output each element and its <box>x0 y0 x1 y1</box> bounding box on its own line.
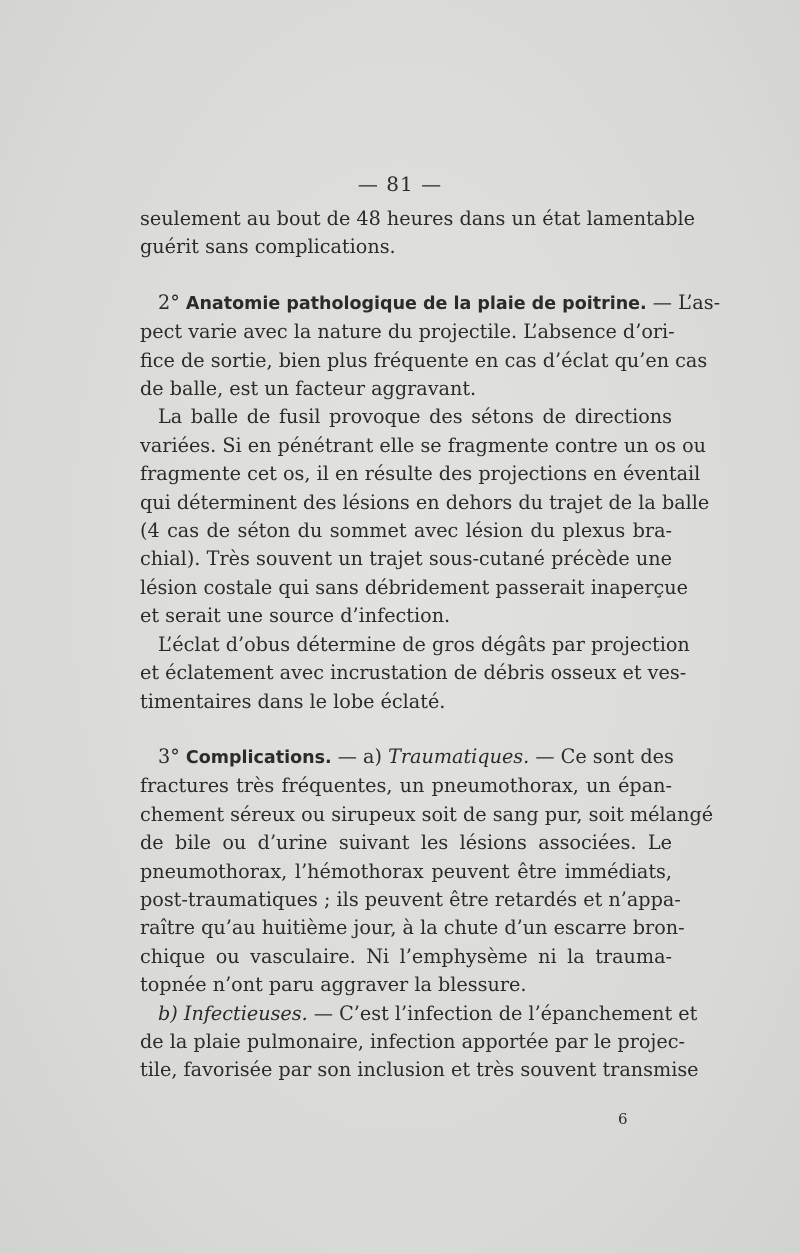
text-line: raître qu’au huitième jour, à la chute d’un escarre bron- <box>140 916 685 940</box>
text-line: fragmente cet os, il en résulte des projections en éventail <box>140 462 701 486</box>
italic-term: Infectieuses. <box>183 1001 308 1025</box>
text-line: pneumothorax, l’hémothorax peuvent être immédiats, <box>140 859 672 883</box>
text-fragment: — L’as- <box>646 290 721 314</box>
signature-mark: 6 <box>618 1110 628 1128</box>
page-number: — 81 — <box>357 172 443 196</box>
section-number: 3° <box>158 744 180 768</box>
text-line: post-traumatiques ; ils peuvent être retardés et n’appa- <box>140 887 681 911</box>
text-line: lésion costale qui sans débridement passerait inaperçue <box>140 575 688 599</box>
text-line: pect varie avec la nature du projectile. L’absence d’ori- <box>140 320 675 344</box>
text-line: fractures très fréquentes, un pneumothorax, un épan- <box>140 774 672 798</box>
text-fragment: — C’est l’infection de l’épanchement et <box>307 1001 698 1025</box>
text-line: chement séreux ou sirupeux soit de sang pur, soit mélangé <box>140 802 714 826</box>
text-line: (4 cas de séton du sommet avec lésion du plexus bra- <box>140 519 672 543</box>
section-number: 2° <box>158 290 180 314</box>
text-fragment: — Ce sont des <box>529 744 674 768</box>
section-heading-line <box>140 743 672 772</box>
text-line: chial). Très souvent un trajet sous-cutané précède une <box>140 547 672 571</box>
section-heading-line <box>140 289 721 318</box>
section-heading: Anatomie pathologique de la plaie de poitrine. <box>185 293 647 314</box>
text-line: de balle, est un facteur aggravant. <box>140 377 477 401</box>
text-line: timentaires dans le lobe éclaté. <box>140 689 446 713</box>
text-line: de la plaie pulmonaire, infection apportée par le projec- <box>140 1029 685 1053</box>
text-line: et éclatement avec incrustation de débris osseux et ves- <box>140 661 687 685</box>
section-heading: Complications. <box>185 747 332 768</box>
text-line: fice de sortie, bien plus fréquente en cas d’éclat qu’en cas <box>140 348 708 372</box>
text-line: La balle de fusil provoque des sétons de directions <box>158 405 672 429</box>
text-line: tile, favorisée par son inclusion et très souvent transmise <box>140 1058 699 1082</box>
text-line: guérit sans complications. <box>140 235 396 259</box>
text-line: qui déterminent des lésions en dehors du trajet de la balle <box>140 490 710 514</box>
text-line: L’éclat d’obus détermine de gros dégâts par projection <box>158 632 690 656</box>
text-line: de bile ou d’urine suivant les lésions associées. Le <box>140 831 672 855</box>
italic-term: Traumatiques. <box>388 744 530 768</box>
text-line: variées. Si en pénétrant elle se fragmente contre un os ou <box>140 433 707 457</box>
page-body <box>140 205 721 1085</box>
text-line: topnée n’ont paru aggraver la blessure. <box>140 973 527 997</box>
list-letter: b) <box>158 1001 184 1025</box>
text-line: seulement au bout de 48 heures dans un état lamentable <box>140 207 696 230</box>
text-line: chique ou vasculaire. Ni l’emphysème ni la trauma- <box>140 944 672 968</box>
text-fragment: — a) <box>331 744 389 768</box>
text-line: et serait une source d’infection. <box>140 604 451 628</box>
text-line <box>140 1000 698 1028</box>
